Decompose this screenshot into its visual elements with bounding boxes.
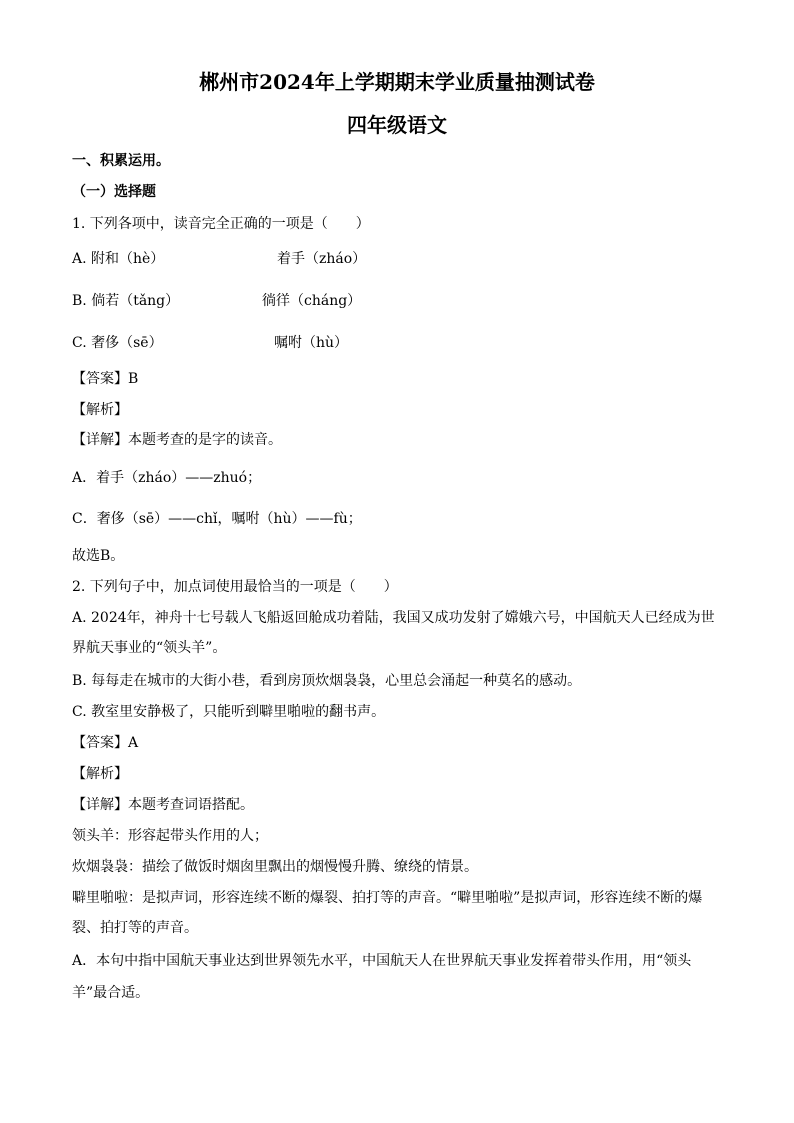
q1-option-a: A. 附和（hè） [72, 251, 165, 267]
q1-option-b: B. 倘若（tǎng） [72, 293, 180, 309]
q1-conclusion: 故选B。 [72, 548, 125, 564]
section-subheading: （一）选择题 [72, 184, 156, 200]
q2-note: A．本句中指中国航天事业达到世界领先水平，中国航天人在世界航天事业发挥着带头作用，用“领头 [72, 953, 692, 969]
q2-option-a: A. 2024年，神舟十七号载人飞船返回舱成功着陆，我国又成功发射了嫦娥六号，中国航天人已经成为世 [72, 610, 715, 626]
page-subtitle: 四年级语文 [347, 113, 447, 137]
q1-analysis-label: 【解析】 [72, 402, 128, 418]
q2-answer: 【答案】A [72, 735, 139, 751]
q1-stem: 1. 下列各项中，读音完全正确的一项是（ ） [72, 216, 370, 232]
q2-option-a-continued: 界航天事业的“领头羊”。 [72, 640, 227, 656]
q2-analysis-label: 【解析】 [72, 766, 128, 782]
q2-note: 羊”最合适。 [72, 985, 150, 1001]
q1-option-a-second: 着手（zháo） [277, 251, 367, 267]
q2-note: 裂、拍打等的声音。 [72, 920, 198, 936]
q2-option-c: C. 教室里安静极了，只能听到噼里啪啦的翻书声。 [72, 704, 386, 720]
q1-option-c: C. 奢侈（sē） [72, 335, 163, 351]
q1-detail: 【详解】本题考查的是字的读音。 [72, 432, 282, 448]
q1-option-b-second: 徜徉（cháng） [262, 293, 362, 309]
q1-note: C．奢侈（sē）——chǐ，嘱咐（hù）——fù； [72, 511, 362, 527]
q1-answer: 【答案】B [72, 371, 139, 387]
q2-note: 领头羊：形容起带头作用的人； [72, 828, 268, 844]
q2-note: 炊烟袅袅：描绘了做饭时烟囱里飘出的烟慢慢升腾、缭绕的情景。 [72, 859, 478, 875]
page-title: 郴州市2024年上学期期末学业质量抽测试卷 [199, 70, 595, 94]
q2-note: 噼里啪啦：是拟声词，形容连续不断的爆裂、拍打等的声音。“噼里啪啦”是拟声词，形容连续不断的爆 [72, 890, 703, 906]
q1-option-c-second: 嘱咐（hù） [274, 335, 349, 351]
q2-stem: 2. 下列句子中，加点词使用最恰当的一项是（ ） [72, 579, 398, 595]
q2-option-b: B. 每每走在城市的大街小巷，看到房顶炊烟袅袅，心里总会涌起一种莫名的感动。 [72, 673, 582, 689]
q1-note: A．着手（zháo）——zhuó； [72, 470, 262, 486]
section-heading: 一、积累运用。 [72, 153, 170, 169]
q2-detail: 【详解】本题考查词语搭配。 [72, 797, 254, 813]
